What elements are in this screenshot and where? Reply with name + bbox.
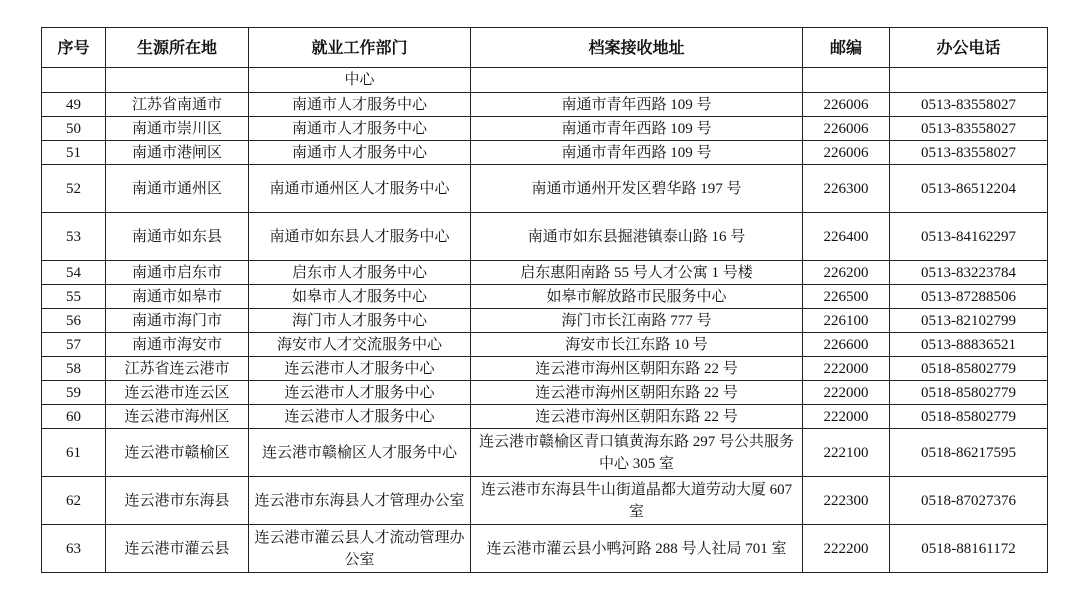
origin-cell: 连云港市赣榆区 [106,429,249,477]
table-header-row [42,28,1048,68]
phone-cell: 0513-87288506 [890,285,1048,309]
address-cell: 如皋市解放路市民服务中心 [471,285,803,309]
table-row [42,285,1048,309]
zip-cell: 226100 [803,309,890,333]
dept-cell: 南通市人才服务中心 [249,117,471,141]
phone-cell: 0513-83558027 [890,93,1048,117]
dept-cell: 启东市人才服务中心 [249,261,471,285]
table-row [42,141,1048,165]
dept-cell: 中心 [249,68,471,93]
address-cell: 连云港市海州区朝阳东路 22 号 [471,381,803,405]
header-address: 档案接收地址 [471,28,803,68]
zip-cell: 226006 [803,117,890,141]
address-cell: 连云港市灌云县小鸭河路 288 号人社局 701 室 [471,525,803,573]
table-row [42,309,1048,333]
phone-cell: 0513-84162297 [890,213,1048,261]
zip-cell: 226006 [803,93,890,117]
no-cell: 59 [42,381,106,405]
origin-cell: 南通市海门市 [106,309,249,333]
zip-cell: 226600 [803,333,890,357]
address-cell: 南通市如东县掘港镇泰山路 16 号 [471,213,803,261]
dept-cell: 海门市人才服务中心 [249,309,471,333]
table-row [42,213,1048,261]
dept-cell: 连云港市人才服务中心 [249,405,471,429]
origin-cell: 南通市海安市 [106,333,249,357]
origin-cell: 南通市港闸区 [106,141,249,165]
origin-cell: 江苏省连云港市 [106,357,249,381]
header-dept: 就业工作部门 [249,28,471,68]
no-cell: 62 [42,477,106,525]
origin-cell: 南通市如皋市 [106,285,249,309]
zip-cell: 222100 [803,429,890,477]
empty-cell [803,68,890,93]
table-row [42,357,1048,381]
empty-cell [471,68,803,93]
phone-cell: 0513-86512204 [890,165,1048,213]
phone-cell: 0518-85802779 [890,381,1048,405]
address-cell: 南通市青年西路 109 号 [471,141,803,165]
continuation-row [42,68,1048,93]
table-row [42,117,1048,141]
no-cell: 63 [42,525,106,573]
zip-cell: 226300 [803,165,890,213]
no-cell: 51 [42,141,106,165]
no-cell: 54 [42,261,106,285]
zip-cell: 222000 [803,357,890,381]
phone-cell: 0513-88836521 [890,333,1048,357]
phone-cell: 0513-83223784 [890,261,1048,285]
empty-cell [890,68,1048,93]
table-row [42,525,1048,573]
dept-cell: 海安市人才交流服务中心 [249,333,471,357]
dept-cell: 连云港市赣榆区人才服务中心 [249,429,471,477]
table-row [42,165,1048,213]
phone-cell: 0518-88161172 [890,525,1048,573]
address-cell: 南通市青年西路 109 号 [471,117,803,141]
origin-cell: 连云港市灌云县 [106,525,249,573]
zip-cell: 226500 [803,285,890,309]
phone-cell: 0513-83558027 [890,141,1048,165]
address-cell: 启东惠阳南路 55 号人才公寓 1 号楼 [471,261,803,285]
header-phone: 办公电话 [890,28,1048,68]
origin-cell: 南通市崇川区 [106,117,249,141]
zip-cell: 226200 [803,261,890,285]
table-row [42,429,1048,477]
zip-cell: 222200 [803,525,890,573]
dept-cell: 连云港市人才服务中心 [249,381,471,405]
table-row [42,93,1048,117]
dept-cell: 南通市通州区人才服务中心 [249,165,471,213]
address-cell: 海安市长江东路 10 号 [471,333,803,357]
empty-cell [106,68,249,93]
no-cell: 60 [42,405,106,429]
archive-address-table [41,27,1048,573]
dept-cell: 南通市人才服务中心 [249,93,471,117]
origin-cell: 南通市如东县 [106,213,249,261]
phone-cell: 0513-83558027 [890,117,1048,141]
dept-cell: 连云港市人才服务中心 [249,357,471,381]
dept-cell: 连云港市东海县人才管理办公室 [249,477,471,525]
dept-cell: 如皋市人才服务中心 [249,285,471,309]
no-cell: 57 [42,333,106,357]
address-cell: 连云港市东海县牛山街道晶都大道劳动大厦 607 室 [471,477,803,525]
table-row [42,405,1048,429]
origin-cell: 南通市启东市 [106,261,249,285]
phone-cell: 0518-87027376 [890,477,1048,525]
empty-cell [42,68,106,93]
address-cell: 南通市通州开发区碧华路 197 号 [471,165,803,213]
no-cell: 56 [42,309,106,333]
dept-cell: 南通市如东县人才服务中心 [249,213,471,261]
phone-cell: 0518-85802779 [890,357,1048,381]
zip-cell: 226400 [803,213,890,261]
table-row [42,477,1048,525]
no-cell: 61 [42,429,106,477]
no-cell: 58 [42,357,106,381]
zip-cell: 222000 [803,405,890,429]
header-zip: 邮编 [803,28,890,68]
address-cell: 连云港市赣榆区青口镇黄海东路 297 号公共服务中心 305 室 [471,429,803,477]
no-cell: 52 [42,165,106,213]
origin-cell: 连云港市连云区 [106,381,249,405]
address-cell: 连云港市海州区朝阳东路 22 号 [471,357,803,381]
dept-cell: 南通市人才服务中心 [249,141,471,165]
header-origin: 生源所在地 [106,28,249,68]
zip-cell: 226006 [803,141,890,165]
no-cell: 50 [42,117,106,141]
zip-cell: 222000 [803,381,890,405]
address-cell: 海门市长江南路 777 号 [471,309,803,333]
phone-cell: 0518-86217595 [890,429,1048,477]
table-row [42,381,1048,405]
address-cell: 南通市青年西路 109 号 [471,93,803,117]
origin-cell: 南通市通州区 [106,165,249,213]
no-cell: 49 [42,93,106,117]
origin-cell: 连云港市东海县 [106,477,249,525]
no-cell: 55 [42,285,106,309]
phone-cell: 0518-85802779 [890,405,1048,429]
dept-cell: 连云港市灌云县人才流动管理办公室 [249,525,471,573]
address-cell: 连云港市海州区朝阳东路 22 号 [471,405,803,429]
table-row [42,333,1048,357]
zip-cell: 222300 [803,477,890,525]
phone-cell: 0513-82102799 [890,309,1048,333]
no-cell: 53 [42,213,106,261]
table-row [42,261,1048,285]
origin-cell: 江苏省南通市 [106,93,249,117]
origin-cell: 连云港市海州区 [106,405,249,429]
header-no: 序号 [42,28,106,68]
